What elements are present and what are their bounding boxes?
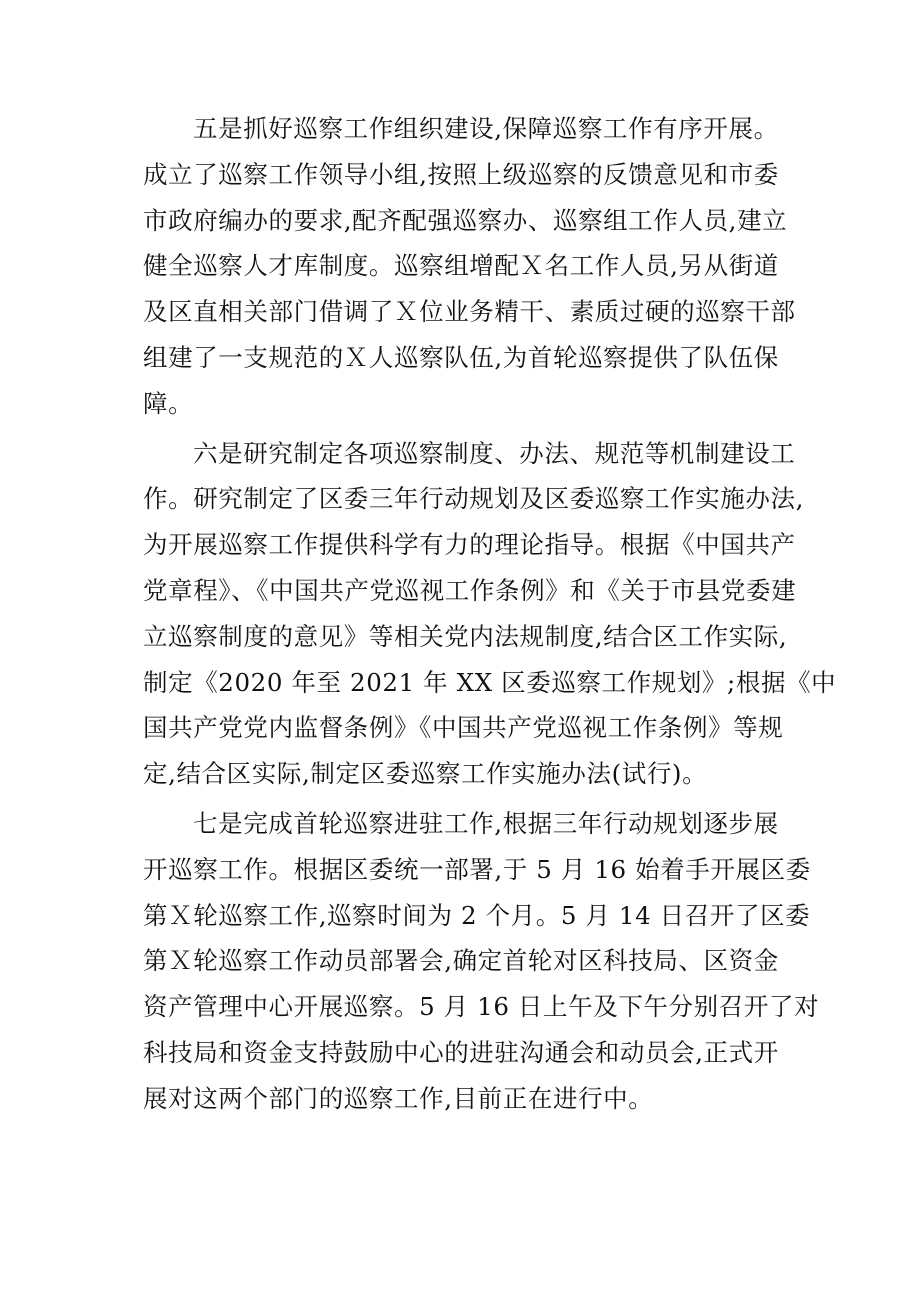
paragraph-line: 组建了一支规范的Ｘ人巡察队伍,为首轮巡察提供了队伍保 xyxy=(143,342,779,372)
document-body xyxy=(143,106,837,1126)
paragraph-line: 市政府编办的要求,配齐配强巡察办、巡察组工作人员,建立 xyxy=(143,205,788,235)
paragraph-line: 第Ｘ轮巡察工作动员部署会,确定首轮对区科技局、区资金 xyxy=(143,946,779,976)
paragraph-5 xyxy=(143,106,796,427)
paragraph-line: 资产管理中心开展巡察。5 月 16 日上午及下午分别召开了对 xyxy=(143,992,820,1022)
paragraph-line: 制定《2020 年至 2021 年 XX 区委巡察工作规划》;根据《中 xyxy=(143,667,837,697)
paragraph-line: 障。 xyxy=(143,388,194,418)
paragraph-line: 定,结合区实际,制定区委巡察工作实施办法(试行)。 xyxy=(143,759,708,789)
paragraph-line: 五是抓好巡察工作组织建设,保障巡察工作有序开展。 xyxy=(193,114,779,143)
paragraph-line: 开巡察工作。根据区委统一部署,于 5 月 16 始着手开展区委 xyxy=(143,854,811,884)
paragraph-line: 七是完成首轮巡察进驻工作,根据三年行动规划逐步展 xyxy=(193,808,779,838)
paragraph-line: 国共产党党内监督条例》《中国共产党巡视工作条例》等规 xyxy=(143,713,784,743)
paragraph-6 xyxy=(143,431,837,797)
paragraph-7 xyxy=(143,801,820,1122)
paragraph-line: 展对这两个部门的巡察工作,目前正在进行中。 xyxy=(143,1083,654,1113)
paragraph-line: 及区直相关部门借调了Ｘ位业务精干、素质过硬的巡察干部 xyxy=(143,297,796,327)
paragraph-line: 为开展巡察工作提供科学有力的理论指导。根据《中国共产 xyxy=(143,530,796,560)
paragraph-line: 六是研究制定各项巡察制度、办法、规范等机制建设工 xyxy=(193,438,796,468)
paragraph-line: 作。研究制定了区委三年行动规划及区委巡察工作实施办法, xyxy=(143,484,804,514)
paragraph-line: 第Ｘ轮巡察工作,巡察时间为 2 个月。5 月 14 日召开了区委 xyxy=(143,900,811,930)
paragraph-line: 党章程》、《中国共产党巡视工作条例》和《关于市县党委建 xyxy=(143,575,797,605)
paragraph-line: 健全巡察人才库制度。巡察组增配Ｘ名工作人员,另从街道 xyxy=(143,251,779,281)
paragraph-line: 立巡察制度的意见》等相关党内法规制度,结合区工作实际, xyxy=(143,621,788,651)
paragraph-line: 成立了巡察工作领导小组,按照上级巡察的反馈意见和市委 xyxy=(143,159,779,189)
paragraph-line: 科技局和资金支持鼓励中心的进驻沟通会和动员会,正式开 xyxy=(143,1037,779,1067)
